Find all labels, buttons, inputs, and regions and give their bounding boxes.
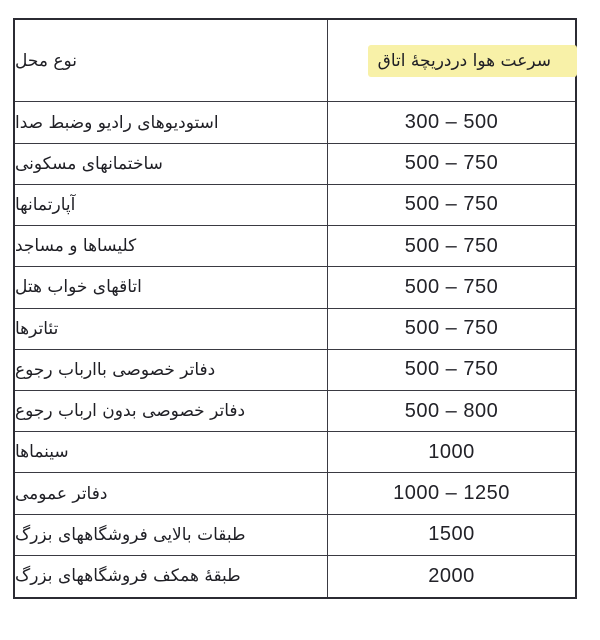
speed-cell — [328, 350, 575, 390]
speed-cell — [328, 391, 575, 431]
speed-cell — [328, 102, 575, 142]
table-row — [15, 102, 575, 143]
place-cell — [15, 515, 328, 555]
speed-cell — [328, 144, 575, 184]
speed-cell — [328, 556, 575, 597]
place-cell — [15, 391, 328, 431]
place-text: کلیساها و مساجد — [15, 236, 137, 257]
place-text: ساختمانهای مسکونی — [15, 153, 163, 174]
table-row — [15, 515, 575, 556]
speed-text: 300 – 500 — [404, 111, 499, 134]
place-text: طبقهٔ همکف فروشگاههای بزرگ — [15, 566, 241, 587]
speed-cell — [328, 267, 575, 307]
place-cell — [15, 144, 328, 184]
place-text: اتاقهای خواب هتل — [15, 277, 142, 298]
table-header-row — [15, 20, 575, 102]
speed-cell — [328, 515, 575, 555]
table-row — [15, 350, 575, 391]
place-cell — [15, 432, 328, 472]
speed-text: 500 – 750 — [404, 358, 499, 381]
table-row — [15, 432, 575, 473]
speed-text: 500 – 750 — [404, 193, 499, 216]
header-air-speed-label: سرعت هوا دردریچهٔ اتاق — [368, 45, 577, 77]
table-row — [15, 185, 575, 226]
place-cell — [15, 556, 328, 597]
place-text: دفاتر عمومی — [15, 483, 108, 504]
speed-text: 500 – 750 — [404, 152, 499, 175]
header-air-speed — [328, 20, 575, 101]
place-text: تئاترها — [15, 318, 59, 339]
speed-cell — [328, 309, 575, 349]
speed-text: 1000 – 1250 — [393, 482, 510, 504]
speed-text: 500 – 750 — [404, 317, 499, 340]
table-row — [15, 391, 575, 432]
place-cell — [15, 309, 328, 349]
place-cell — [15, 102, 328, 142]
speed-text: 500 – 800 — [404, 399, 499, 422]
place-text: آپارتمانها — [15, 194, 76, 215]
speed-cell — [328, 473, 575, 513]
place-cell — [15, 267, 328, 307]
place-cell — [15, 185, 328, 225]
place-cell — [15, 226, 328, 266]
header-place-type — [15, 20, 328, 101]
table-row — [15, 144, 575, 185]
speed-text: 500 – 750 — [404, 275, 499, 298]
place-text: طبقات بالایی فروشگاههای بزرگ — [15, 524, 246, 545]
speed-text: 1500 — [428, 523, 475, 546]
place-text: دفاتر خصوصی بدون ارباب رجوع — [15, 401, 246, 422]
table-row — [15, 556, 575, 597]
speed-text: 500 – 750 — [404, 234, 499, 257]
place-text: سینماها — [15, 442, 69, 463]
speed-text: 2000 — [428, 564, 475, 587]
table-row — [15, 226, 575, 267]
air-speed-table — [13, 18, 577, 599]
speed-cell — [328, 226, 575, 266]
table-row — [15, 473, 575, 514]
table-row — [15, 309, 575, 350]
place-cell — [15, 473, 328, 513]
place-text: استودیوهای رادیو وضبط صدا — [15, 112, 219, 133]
place-cell — [15, 350, 328, 390]
speed-cell — [328, 185, 575, 225]
speed-cell — [328, 432, 575, 472]
speed-text: 1000 — [428, 440, 475, 463]
header-place-type-label: نوع محل — [15, 50, 78, 71]
place-text: دفاتر خصوصی باارباب رجوع — [15, 359, 216, 380]
table-row — [15, 267, 575, 308]
